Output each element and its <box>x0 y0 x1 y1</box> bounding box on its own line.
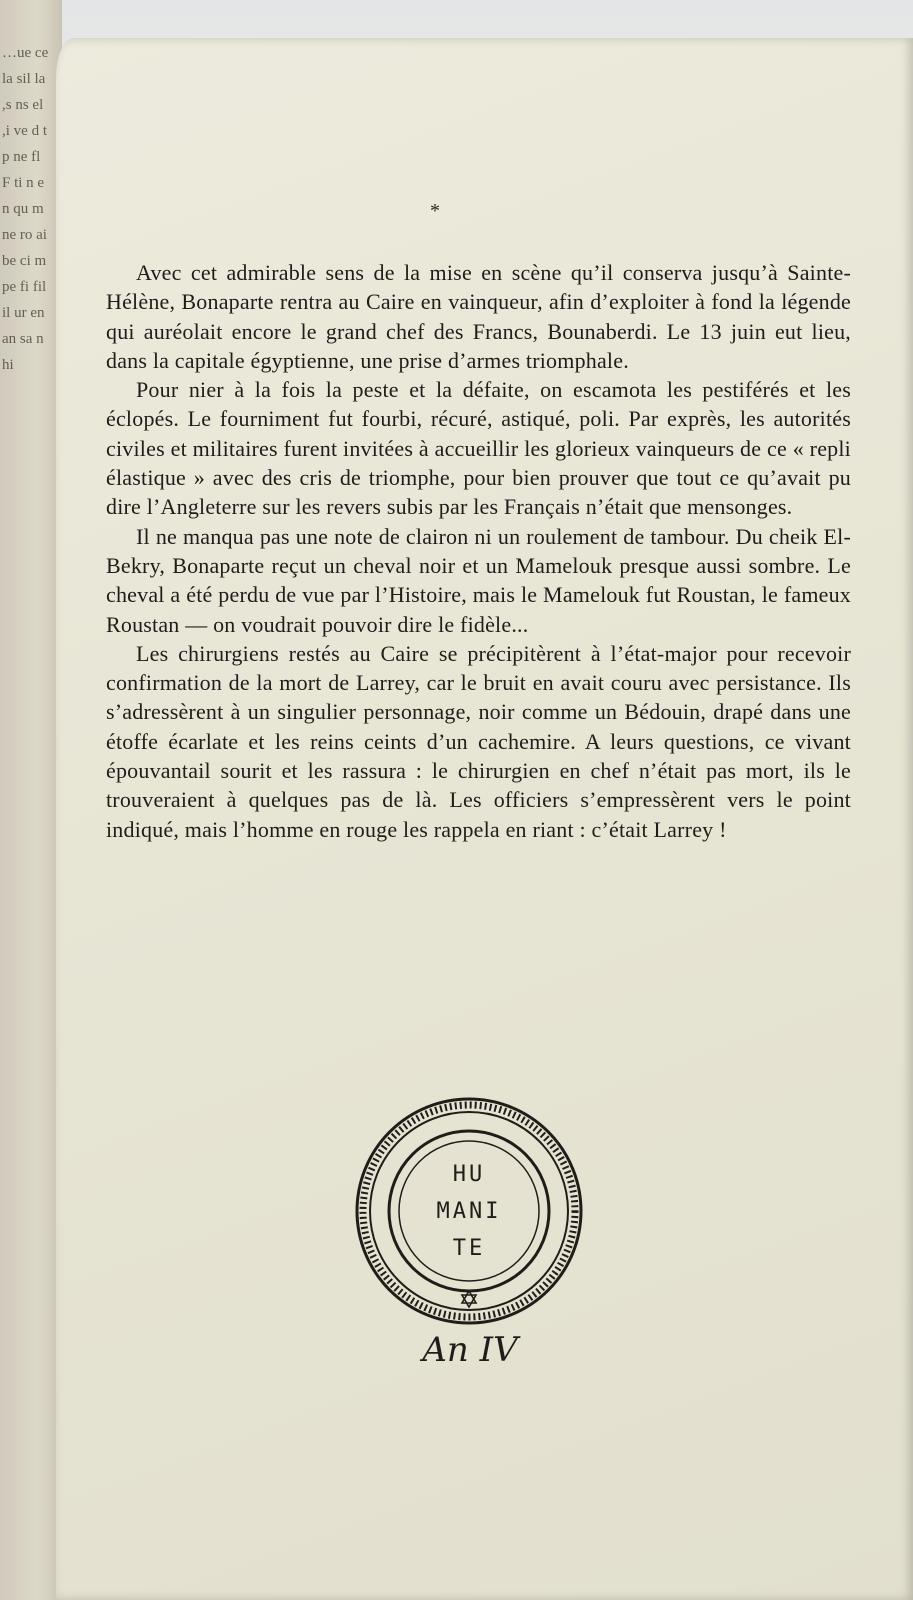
facing-page-text: …ue ce la sil la ,s ns el ,i ve d t p ne fl F ti n en qu m ne ro ai be ci m pe fi fil il ur en an sa n hi <box>2 45 49 373</box>
seal-line-2: MANI <box>436 1199 502 1224</box>
section-ornament: * <box>430 200 440 222</box>
body-text <box>106 258 851 844</box>
paragraph-1: Avec cet admirable sens de la mise en scène qu’il conserva jusqu’à Sainte-Hélène, Bonaparte rentra au Caire en vainqueur, afin d’exploiter à fond la légende qui auréolait encore le grand chef des Francs, Bounaberdi. Le 13 juin eut lieu, dans la capitale égyptienne, une prise d’armes triomphale. <box>106 260 851 373</box>
seal-line-3: TE <box>452 1236 486 1261</box>
star-of-david-icon <box>462 1291 476 1307</box>
paragraph-2: Pour nier à la fois la peste et la défaite, on escamota les pestiférés et les éclopés. Le fourniment fut fourbi, récuré, astiqué, poli. Par exprès, les autorités civiles et militaires furent invitées à accueillir les glorieux vainqueurs de ce « repli élastique » avec des cris de triomphe, pour bien prouver que tout ce qu’avait pu dire l’Angleterre sur les revers subis par les Français n’était que mensonges. <box>106 377 851 520</box>
humanite-seal-icon <box>353 1095 585 1327</box>
paragraph-4: Les chirurgiens restés au Caire se précipitèrent à l’état-major pour recevoir confirmation de la mort de Larrey, car le bruit en avait couru avec persistance. Ils s’adressèrent à un singulier personnage, noir comme un Bédouin, drapé dans une étoffe écarlate et les reins ceints d’un cachemire. A leurs questions, ce vivant épouvantail sourit et les rassura : le chirurgien en chef n’était pas mort, ils le trouveraient à quelques pas de là. Les officiers s’empressèrent vers le point indiqué, mais l’homme en rouge les rappela en riant : c’était Larrey ! <box>106 640 851 842</box>
facing-page-edge <box>0 0 62 1600</box>
seal-caption: An IV <box>422 1330 518 1370</box>
seal-line-1: HU <box>452 1162 486 1187</box>
paragraph-3: Il ne manqua pas une note de clairon ni un roulement de tambour. Du cheik El-Bekry, Bonaparte reçut un cheval noir et un Mamelouk presque aussi sombre. Le cheval a été perdu de vue par l’Histoire, mais le Mamelouk fut Roustan, le fameux Roustan — on voudrait pouvoir dire le fidèle... <box>106 523 851 637</box>
